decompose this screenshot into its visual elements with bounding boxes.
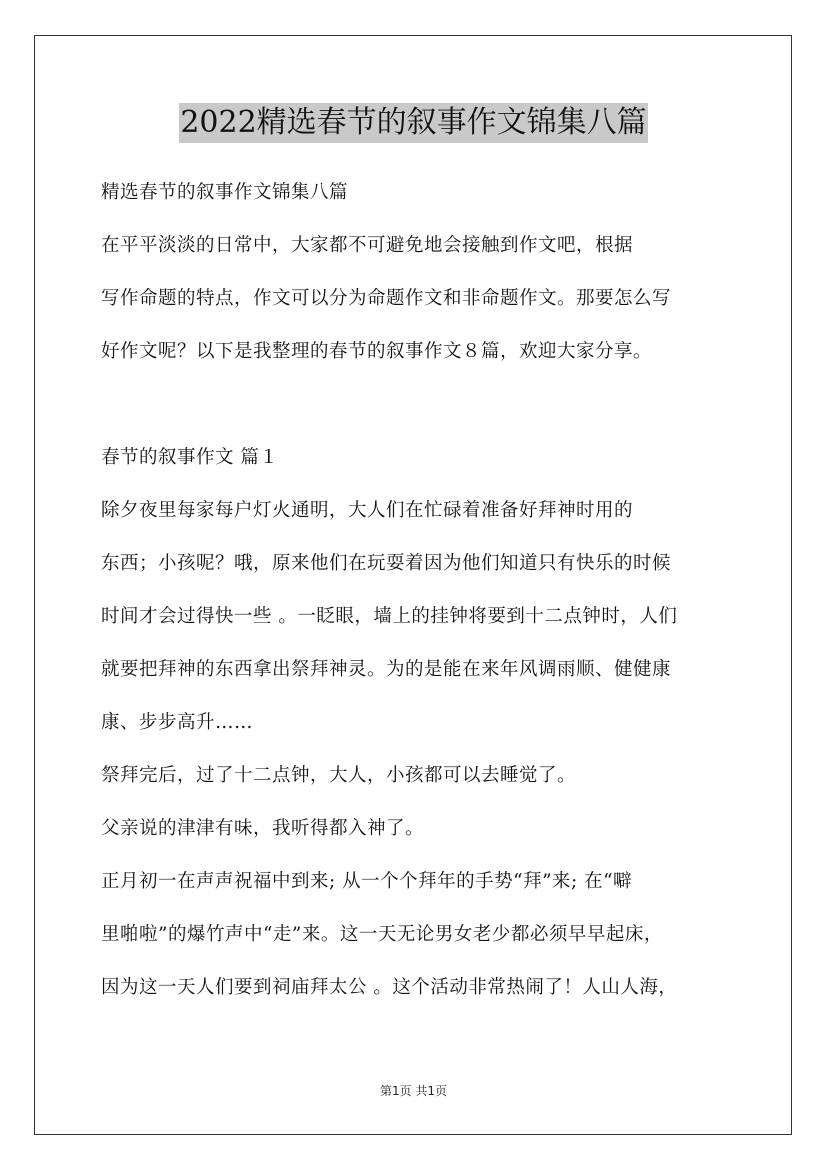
paragraph [101,802,731,855]
paragraph-line: 康、步步高升…… [101,712,254,733]
intro-paragraph [101,219,731,378]
paragraph-line: 里啪啦”的爆竹声中“走”来。这一天无论男女老少都必须早早起床， [101,924,663,945]
document-title-text: 2022精选春节的叙事作文锦集八篇 [179,103,647,143]
paragraph-line: 祭拜完后，过了十二点钟，大人，小孩都可以去睡觉了。 [101,765,577,786]
subtitle: 精选春节的叙事作文锦集八篇 [101,182,349,203]
paragraph [101,484,731,749]
intro-line: 在平平淡淡的日常中，大家都不可避免地会接触到作文吧，根据 [101,235,634,256]
paragraph-line: 除夕夜里每家每户灯火通明，大人们在忙碌着准备好拜神时用的 [101,500,634,521]
paragraph [101,855,731,1014]
paragraph-line: 正月初一在声声祝福中到来; 从一个个拜年的手势“拜”来; 在“噼 [101,871,633,892]
intro-line: 好作文呢？以下是我整理的春节的叙事作文８篇，欢迎大家分享。 [101,341,653,362]
blank-line [101,378,731,431]
paragraph-line: 时间才会过得快一些 。一眨眼，墙上的挂钟将要到十二点钟时，人们 [101,606,678,627]
paragraph-line: 东西；小孩呢？哦，原来他们在玩耍着因为他们知道只有快乐的时候 [101,553,672,574]
section-heading: 春节的叙事作文 篇１ [101,447,279,468]
document-title [0,102,827,143]
paragraph [101,749,731,802]
page-footer: 第1页 共1页 [379,1084,448,1098]
paragraph-line: 因为这一天人们要到祠庙拜太公 。这个活动非常热闹了！人山人海， [101,977,678,998]
paragraph-line: 就要把拜神的东西拿出祭拜神灵。为的是能在来年风调雨顺、健健康 [101,659,672,680]
paragraph-line: 父亲说的津津有味，我听得都入神了。 [101,818,425,839]
document-body [101,166,731,1014]
intro-line: 写作命题的特点，作文可以分为命题作文和非命题作文。那要怎么写 [101,288,672,309]
